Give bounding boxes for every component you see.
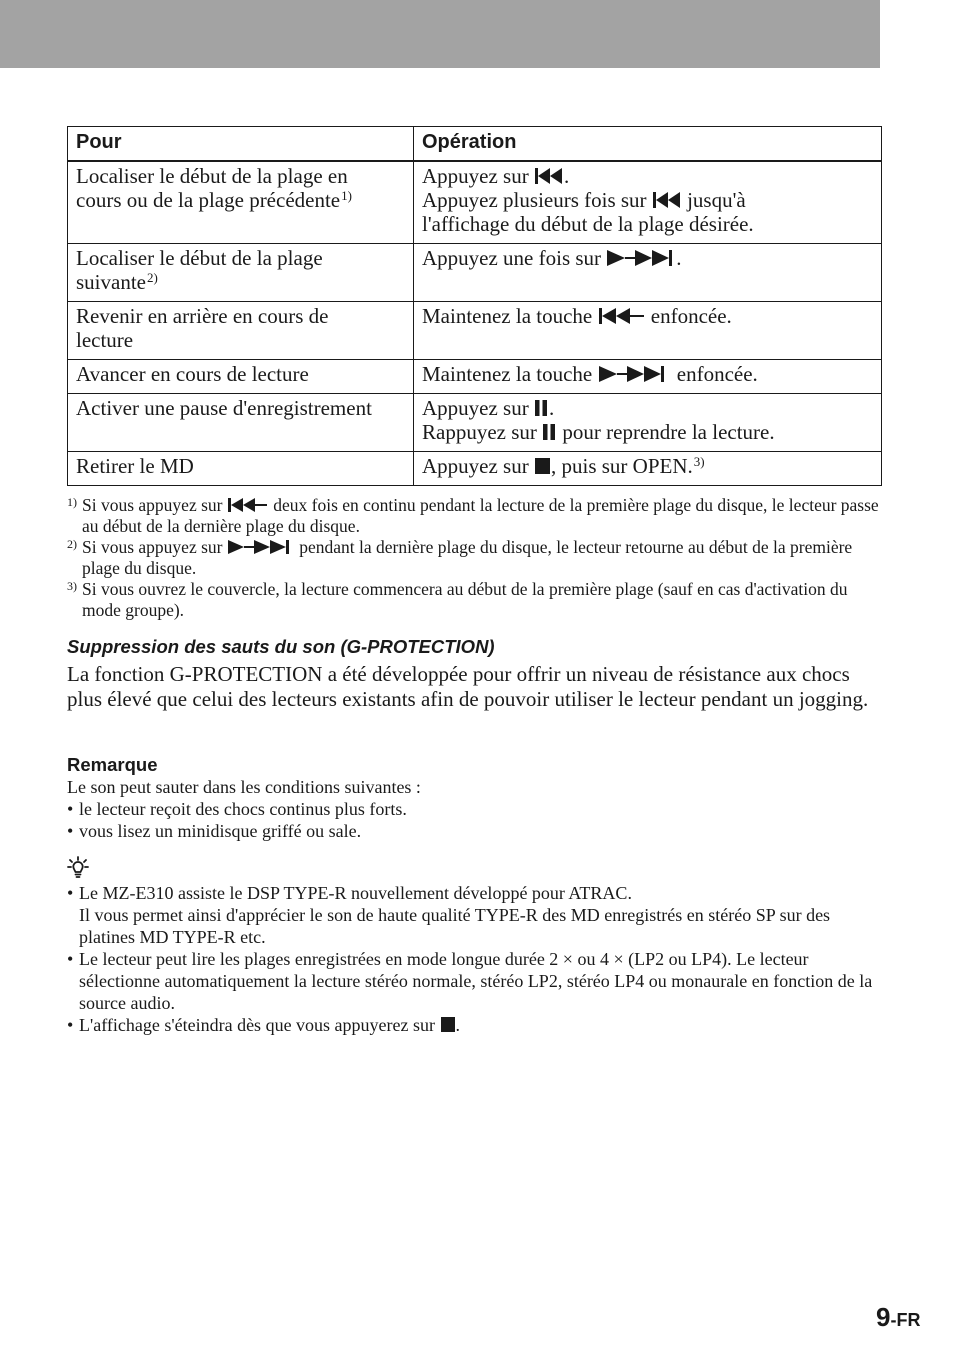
pause-icon xyxy=(535,400,548,416)
cell-text: Appuyez sur xyxy=(422,453,534,478)
section-heading: Suppression des sauts du son (G-PROTECTION) xyxy=(67,636,495,657)
cell-text: enfoncée. xyxy=(645,303,732,328)
column-header-pour: Pour xyxy=(68,127,414,162)
bullet: • xyxy=(67,883,74,903)
previous-track-icon xyxy=(228,498,268,512)
cell-text: Maintenez la touche xyxy=(422,303,598,328)
footnote-number: 3) xyxy=(67,579,77,593)
stop-icon xyxy=(441,1017,455,1032)
cell-text: Appuyez sur xyxy=(422,395,534,420)
cell-pour xyxy=(68,161,414,243)
footnote-number: 1) xyxy=(67,495,77,509)
play-next-track-icon xyxy=(599,366,671,382)
cell-line: Localiser le début de la plage en xyxy=(76,164,348,188)
footnote-text: Si vous appuyez sur xyxy=(82,537,227,557)
cell-text: Maintenez la touche xyxy=(422,361,598,386)
footnote-text: Si vous ouvrez le couvercle, la lecture commencera au début de la première plage (sauf en cas d'activation du mode groupe). xyxy=(82,579,848,620)
cell-text: . xyxy=(548,395,555,420)
tips-list xyxy=(67,882,881,1036)
table-row xyxy=(68,243,882,301)
list-item-text: Le MZ-E310 assiste le DSP TYPE-R nouvellement développé pour ATRAC. xyxy=(79,883,632,903)
cell-text: enfoncée. xyxy=(671,361,758,386)
cell-line: suivante xyxy=(76,269,146,294)
footnote-ref: 3) xyxy=(693,453,705,469)
cell-pour xyxy=(68,451,414,485)
cell-text: Appuyez plusieurs fois sur xyxy=(422,188,652,212)
cell-line: Activer une pause d'enregistrement xyxy=(76,395,372,420)
table-row xyxy=(68,359,882,393)
list-item xyxy=(67,948,881,1014)
page-number xyxy=(876,1302,920,1333)
footnote-text: deux fois en continu pendant la lecture de la première plage du disque, le lecteur passe au début de la dernière plage du disque. xyxy=(82,495,879,536)
remark-heading: Remarque xyxy=(67,754,158,775)
list-item-text: L'affichage s'éteindra dès que vous appuyerez sur xyxy=(79,1015,440,1035)
hint-lightbulb-icon xyxy=(67,856,89,880)
cell-text: . xyxy=(563,164,570,188)
footnote xyxy=(67,579,881,621)
list-item-text: Le lecteur peut lire les plages enregistrées en mode longue durée 2 × ou 4 × (LP2 ou LP4). Le lecteur sélectionne automatiquement la lecture stéréo normale, stéréo LP2, stéréo LP4 ou monaurale en fonction de la source audio. xyxy=(79,949,873,1013)
footnote-text: pendant la dernière plage du disque, le lecteur retourne au début de la première plage du disque. xyxy=(82,537,853,578)
play-next-track-icon xyxy=(228,540,294,554)
footnote-text: Si vous appuyez sur xyxy=(82,495,227,515)
previous-track-icon xyxy=(653,192,681,208)
footnote-number: 2) xyxy=(67,537,77,551)
previous-track-icon xyxy=(599,308,645,324)
cell-line: Avancer en cours de lecture xyxy=(76,361,309,386)
stop-icon xyxy=(535,458,550,474)
pause-icon xyxy=(543,424,556,440)
cell-text: jusqu'à xyxy=(681,188,746,212)
page-number-value: 9 xyxy=(876,1302,891,1332)
cell-line: lecture xyxy=(76,327,134,352)
list-item xyxy=(67,820,881,842)
section-body: La fonction G-PROTECTION a été développée pour offrir un niveau de résistance aux chocs plus élevé que celui des lecteurs existants afin de pouvoir utiliser le lecteur pendant un jogging. xyxy=(67,662,869,711)
page-number-suffix: -FR xyxy=(890,1310,921,1330)
previous-track-icon xyxy=(535,168,563,184)
list-item-text: . xyxy=(455,1015,461,1035)
cell-operation xyxy=(414,161,882,243)
cell-text: pour reprendre la lecture. xyxy=(557,419,775,444)
footnote-ref: 2) xyxy=(146,269,158,285)
cell-text: Appuyez une fois sur xyxy=(422,245,607,270)
bullet: • xyxy=(67,1015,74,1035)
cell-line: Revenir en arrière en cours de xyxy=(76,303,329,328)
list-item-text: vous lisez un minidisque griffé ou sale. xyxy=(79,821,362,841)
cell-operation xyxy=(414,451,882,485)
table-row xyxy=(68,393,882,451)
operations-table xyxy=(67,126,882,486)
cell-text: . xyxy=(676,245,682,270)
list-item xyxy=(67,798,881,820)
footnotes xyxy=(67,495,881,621)
cell-text: , puis sur OPEN. xyxy=(550,453,693,478)
cell-operation xyxy=(414,393,882,451)
list-item-text: le lecteur reçoit des chocs continus plus forts. xyxy=(79,799,407,819)
remark-text xyxy=(67,776,881,842)
bullet: • xyxy=(67,949,74,969)
cell-pour xyxy=(68,243,414,301)
list-item xyxy=(67,1014,881,1036)
list-item xyxy=(67,882,881,948)
table-row xyxy=(68,451,882,485)
list-item-text: Il vous permet ainsi d'apprécier le son de haute qualité TYPE-R des MD enregistrés en stéréo SP sur des platines MD TYPE-R etc. xyxy=(79,905,831,947)
header-band xyxy=(0,0,880,68)
footnote xyxy=(67,537,881,579)
table-header-row xyxy=(68,127,882,162)
cell-line: Retirer le MD xyxy=(76,453,194,478)
cell-text: Rappuyez sur xyxy=(422,419,543,444)
remark-intro: Le son peut sauter dans les conditions suivantes : xyxy=(67,777,421,797)
table-row xyxy=(68,161,882,243)
footnote-ref: 1) xyxy=(341,188,352,203)
table-row xyxy=(68,301,882,359)
cell-operation xyxy=(414,359,882,393)
cell-operation xyxy=(414,243,882,301)
footnote xyxy=(67,495,881,537)
cell-text: Appuyez sur xyxy=(422,164,534,188)
cell-pour xyxy=(68,393,414,451)
cell-line: cours ou de la plage précédente xyxy=(76,188,341,212)
cell-operation xyxy=(414,301,882,359)
cell-text: l'affichage du début de la plage désirée. xyxy=(422,212,754,236)
cell-pour xyxy=(68,301,414,359)
cell-pour xyxy=(68,359,414,393)
play-next-track-icon xyxy=(607,250,675,266)
bullet: • xyxy=(67,821,74,841)
cell-line: Localiser le début de la plage xyxy=(76,245,323,270)
column-header-operation: Opération xyxy=(414,127,882,162)
bullet: • xyxy=(67,799,74,819)
